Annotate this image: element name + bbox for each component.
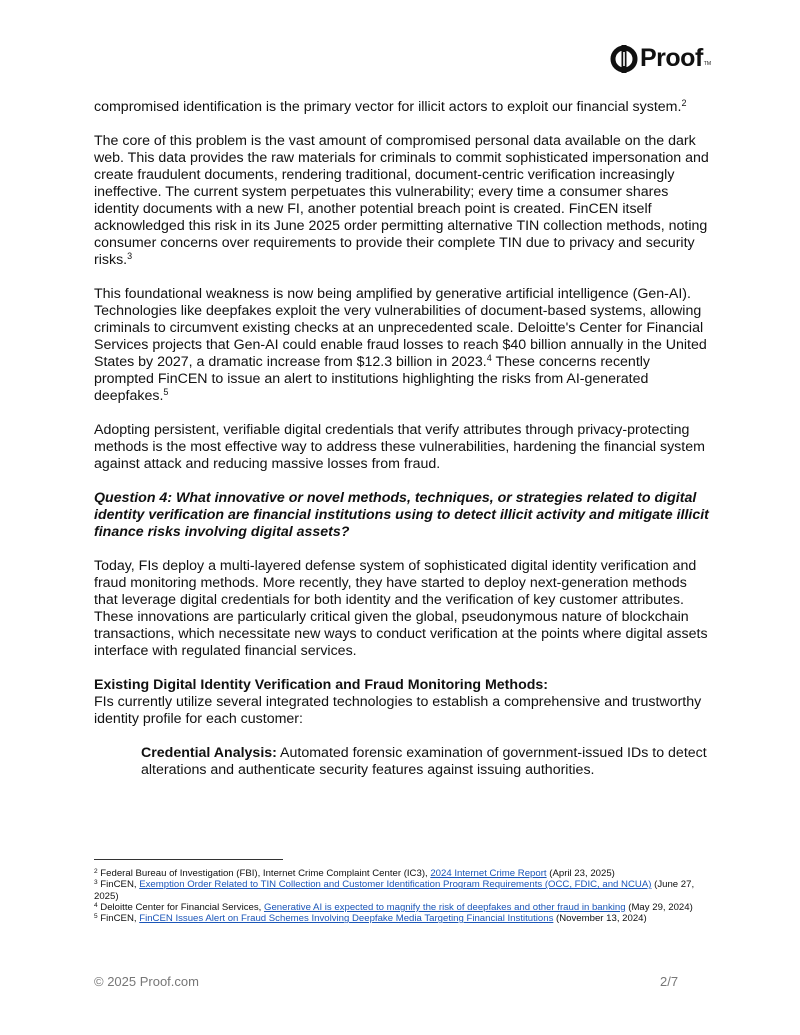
footnote-3: $^3$ FinCEN, Exemption Order Related to TIN Collection and Customer Identification Program Requirements (OCC, FDIC, and NCUA) (June 27, 2025) [94, 879, 695, 902]
proof-logo-icon [610, 45, 638, 73]
trademark-mark: TM [703, 61, 712, 67]
footnote-divider [94, 859, 283, 860]
item-label: Credential Analysis: [141, 745, 277, 761]
footnote-ref-2[interactable]: 2 [681, 98, 687, 108]
item-text: Automated forensic examination of government-issued IDs to detect alterations and authenticate security features against issuing authorities. [141, 745, 707, 778]
footnote-ref-3[interactable]: 3 [127, 251, 133, 261]
paragraph-2: The core of this problem is the vast amount of compromised personal data available on the dark web. This data provides the raw materials for criminals to commit sophisticated impersonation and create fraudulent documents, rendering traditional, document-centric verification increasingly ineffective. The current system perpetuates this vulnerability; every time a consumer shares identity documents with a new FI, another potential breach point is created. FinCEN itself acknowledged this risk in its June 2025 order permitting alternative TIN collection methods, noting consumer concerns over requirements to provide their complete TIN due to privacy and security risks.$^3$ [94, 133, 709, 268]
footnote-4-link[interactable]: Generative AI is expected to magnify the risk of deepfakes and other fraud in banking [263, 901, 626, 913]
paragraph-6: FIs currently utilize several integrated technologies to establish a comprehensive and trustworthy identity profile for each customer: [94, 694, 702, 727]
paragraph-4: Adopting persistent, verifiable digital credentials that verify attributes through privacy-protecting methods is the most effective way to address these vulnerabilities, hardening the financial system against attack and reducing massive losses from fraud. [94, 422, 705, 472]
question-heading: Question 4: What innovative or novel methods, techniques, or strategies related to digital identity verification are financial institutions using to detect illicit activity and mitigate illicit finance risks involving digital assets? [94, 490, 709, 540]
footnotes [94, 859, 710, 924]
section-subheading: Existing Digital Identity Verification and Fraud Monitoring Methods: [94, 677, 549, 693]
footnote-5: $^5$ FinCEN, FinCEN Issues Alert on Fraud Schemes Involving Deepfake Media Targeting Financial Institutions (November 13, 2024) [94, 913, 647, 925]
copyright-footer: © 2025 Proof.com [94, 974, 199, 989]
footnote-3-link[interactable]: Exemption Order Related to TIN Collection and Customer Identification Program Requirements (OCC, FDIC, and NCUA) [139, 879, 652, 891]
footnote-2: $^2$ Federal Bureau of Investigation (FBI), Internet Crime Complaint Center (IC3), 2024 Internet Crime Report (April 23, 2025) [94, 868, 615, 879]
document-body [94, 99, 710, 796]
page-number: 2/7 [660, 974, 679, 989]
proof-logo [610, 44, 711, 73]
credential-analysis-item [94, 745, 710, 779]
paragraph-3: This foundational weakness is now being amplified by generative artificial intelligence (Gen-AI). Technologies like deepfakes exploit the very vulnerabilities of document-based systems, allowing criminals to circumvent existing checks at an unprecedented scale. Deloitte's Center for Financial Services projects that Gen-AI could enable fraud losses to reach $40 billion annually in the United States by 2027, a dramatic increase from $12.3 billion in 2023.$^4$ These concerns recently prompted FinCEN to issue an alert to institutions highlighting the risks from AI-generated deepfakes.$^5$ [94, 286, 707, 404]
paragraph-1: compromised identification is the primary vector for illicit actors to exploit our financial system.$^2$ [94, 98, 687, 115]
brand-name: Proof [640, 44, 703, 72]
footnote-ref-5[interactable]: 5 [163, 387, 169, 397]
paragraph-5: Today, FIs deploy a multi-layered defense system of sophisticated digital identity verification and fraud monitoring methods. More recently, they have started to deploy next-generation methods that leverage digital credentials for both identity and the verification of key customer attributes. These innovations are particularly critical given the global, pseudonymous nature of blockchain transactions, which necessitate new ways to conduct verification at the points where digital assets interface with regulated financial services. [94, 558, 708, 659]
footnote-4: $^4$ Deloitte Center for Financial Services, Generative AI is expected to magnify the risk of deepfakes and other fraud in banking (May 29, 2024) [94, 901, 693, 913]
footnote-2-link[interactable]: 2024 Internet Crime Report [430, 868, 547, 879]
footnote-ref-4[interactable]: 4 [486, 353, 492, 363]
footnote-5-link[interactable]: FinCEN Issues Alert on Fraud Schemes Involving Deepfake Media Targeting Financial Institutions [139, 913, 554, 925]
